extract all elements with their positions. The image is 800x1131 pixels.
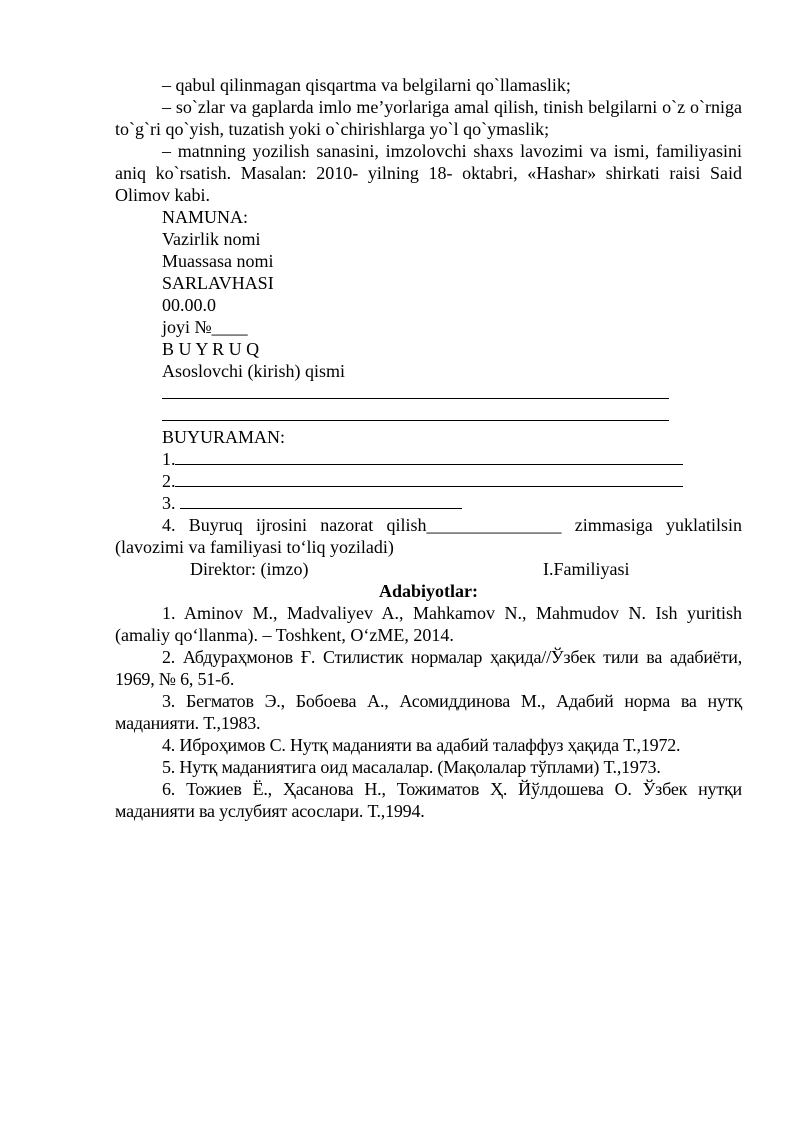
item-4: 4. Buyruq ijrosini nazorat qilish_______________ zimmasiga yuklatilsin (lavozimi va familiyasi to‘liq yoziladi) bbox=[115, 515, 742, 557]
item-2-number: 2. bbox=[162, 471, 176, 491]
sample-order-title: B U Y R U Q bbox=[162, 339, 260, 359]
reference-1: 1. Aminov M., Madvaliyev A., Mahkamov N., Mahmudov N. Ish yuritish (amaliy qo‘llanma). – Toshkent, O‘zME, 2014. bbox=[115, 603, 742, 645]
director-surname: I.Familiyasi bbox=[543, 559, 630, 579]
references-heading: Adabiyotlar: bbox=[379, 581, 478, 601]
blank-line-1 bbox=[162, 398, 669, 399]
reference-4: 4. Иброҳимов С. Нутқ маданияти ва адабий талаффуз ҳақида Т.,1972. bbox=[162, 735, 681, 755]
sample-institution: Muassasa nomi bbox=[162, 251, 274, 271]
item-1-line bbox=[175, 464, 683, 465]
reference-2: 2. Абдураҳмонов Ғ. Стилистик нормалар ҳақида//Ўзбек тили ва адабиёти, 1969, № 6, 51-б. bbox=[115, 647, 742, 689]
sample-place: joyi №____ bbox=[162, 317, 248, 337]
rule-3: – matnning yozilish sanasini, imzolovchi shaxs lavozimi va ismi, familiyasini aniq ko`rsatish. Masalan: 2010- yilning 18- oktabri, «Hashar» shirkati raisi Said Olimov kabi. bbox=[115, 141, 742, 205]
reference-3: 3. Бегматов Э., Бобоева А., Асомиддинова М., Адабий норма ва нутқ маданияти. Т.,1983. bbox=[115, 691, 742, 733]
item-2-line bbox=[175, 486, 683, 487]
sample-intro: Asoslovchi (kirish) qismi bbox=[162, 361, 345, 381]
sample-date: 00.00.0 bbox=[162, 295, 216, 315]
item-3-line bbox=[180, 508, 462, 509]
rule-2: – so`zlar va gaplarda imlo me’yorlariga amal qilish, tinish belgilarni o`z o`rniga to`g`ri qo`yish, tuzatish yoki o`chirishlarga yo`l qo`ymaslik; bbox=[115, 97, 742, 139]
director-signature: Direktor: (imzo) bbox=[190, 559, 309, 579]
reference-6: 6. Тожиев Ё., Ҳасанова Н., Тожиматов Ҳ. Йўлдошева О. Ўзбек нутқи маданияти ва услубият асослари. Т.,1994. bbox=[115, 779, 742, 821]
rule-1: – qabul qilinmagan qisqartma va belgilarni qo`llamaslik; bbox=[162, 75, 571, 95]
blank-line-2 bbox=[162, 420, 669, 421]
sample-ministry: Vazirlik nomi bbox=[162, 229, 261, 249]
item-3-number: 3. bbox=[162, 493, 176, 513]
sample-heading: NAMUNA: bbox=[162, 207, 249, 227]
sample-command: BUYURAMAN: bbox=[162, 427, 286, 447]
item-1-number: 1. bbox=[162, 449, 176, 469]
reference-5: 5. Нутқ маданиятига оид масалалар. (Мақолалар тўплами) Т.,1973. bbox=[162, 757, 661, 777]
sample-title: SARLAVHASI bbox=[162, 273, 274, 293]
